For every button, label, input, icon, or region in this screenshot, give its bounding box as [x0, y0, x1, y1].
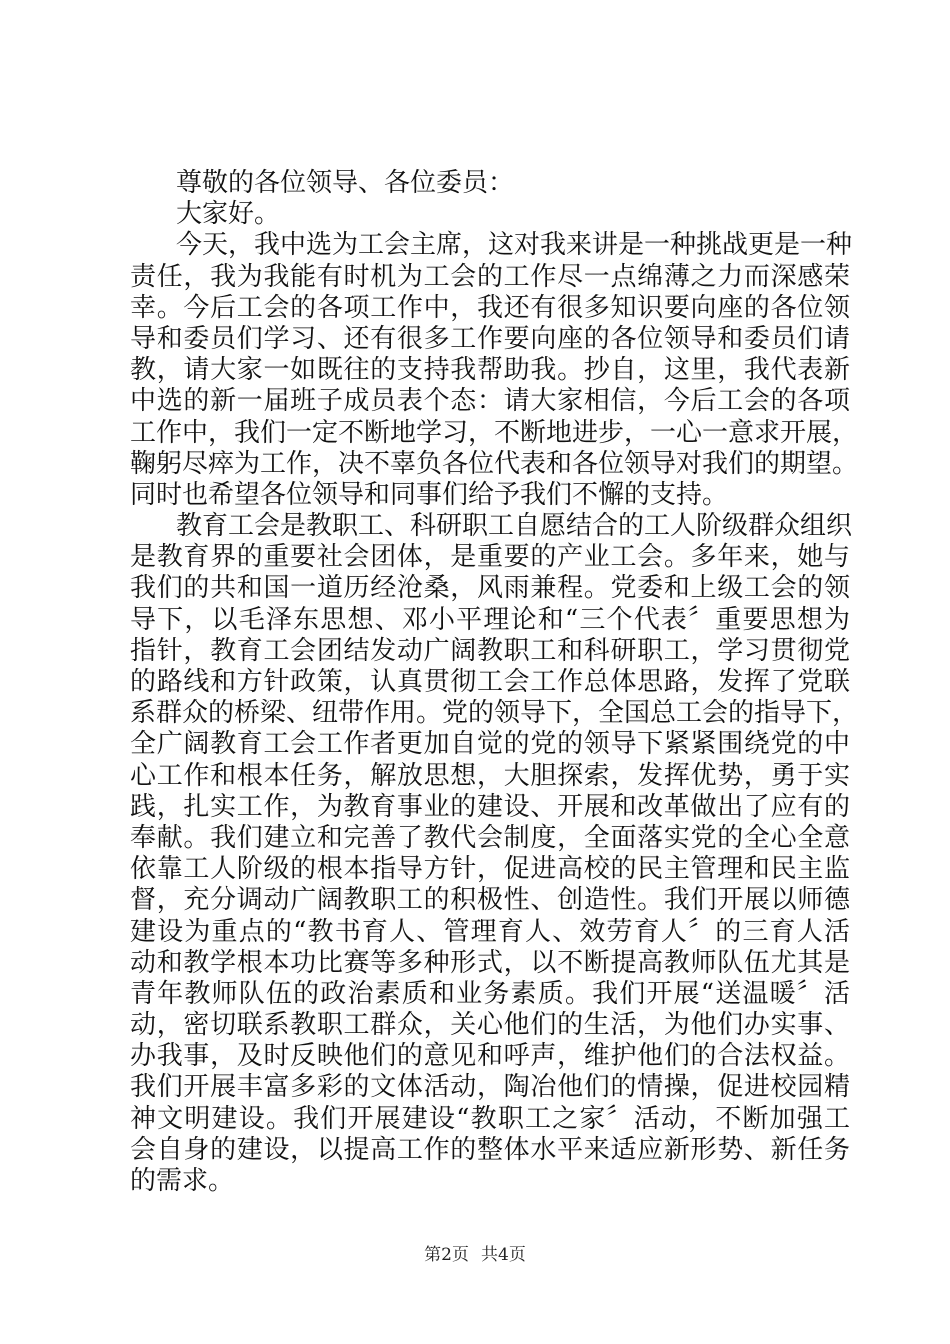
text-line: 我们的共和国一道历经沧桑，风雨兼程。党委和上级工会的领 [130, 573, 850, 604]
text-line: 全广阔教育工会工作者更加自觉的党的领导下紧紧围绕党的中 [130, 729, 850, 760]
text-line: 今天，我中选为工会主席，这对我来讲是一种挑战更是一种 [176, 230, 853, 261]
text-line: 导下，以毛泽东思想、邓小平理论和“三个代表〞重要思想为 [130, 604, 850, 635]
text-line: 的路线和方针政策，认真贯彻工会工作总体思路，发挥了党联 [130, 667, 850, 697]
text-line: 幸。今后工会的各项工作中，我还有很多知识要向座的各位领 [130, 292, 850, 323]
text-line: 导和委员们学习、还有很多工作要向座的各位领导和委员们请 [130, 323, 850, 354]
text-line: 动，密切联系教职工群众，关心他们的生活，为他们办实事、 [130, 1010, 850, 1041]
page-footer [0, 1240, 950, 1265]
text-line: 中选的新一届班子成员表个态：请大家相信，今后工会的各项 [130, 386, 850, 417]
text-line: 动和教学根本功比赛等多种形式，以不断提高教师队伍尤其是 [130, 947, 850, 978]
text-line: 鞠躬尽瘁为工作，决不辜负各位代表和各位领导对我们的期望。 [130, 448, 859, 479]
text-line: 的需求。 [130, 1166, 235, 1196]
text-line: 建设为重点的“教书育人、管理育人、效劳育人〞的三育人活 [130, 916, 850, 947]
text-line: 是教育界的重要社会团体，是重要的产业工会。多年来，她与 [130, 542, 850, 573]
text-line: 大家好。 [176, 199, 281, 230]
text-line: 教，请大家一如既往的支持我帮助我。抄自，这里，我代表新 [130, 355, 850, 386]
text-line: 办我事，及时反映他们的意见和呼声，维护他们的合法权益。 [130, 1041, 850, 1072]
text-line: 工作中，我们一定不断地学习，不断地进步，一心一意求开展， [130, 417, 859, 448]
page-total: 共4页 [481, 1245, 526, 1265]
text-line: 青年教师队伍的政治素质和业务素质。我们开展“送温暖〞活 [130, 978, 850, 1009]
text-line: 神文明建设。我们开展建设“教职工之家〞活动，不断加强工 [130, 1103, 850, 1134]
document-body [130, 168, 859, 1197]
page-number: 第2页 [424, 1245, 469, 1265]
text-line: 指针，教育工会团结发动广阔教职工和科研职工，学习贯彻党 [130, 635, 850, 666]
text-line: 依靠工人阶级的根本指导方针，促进高校的民主管理和民主监 [130, 854, 850, 885]
text-line: 责任，我为我能有时机为工会的工作尽一点绵薄之力而深感荣 [130, 261, 850, 292]
text-line: 督，充分调动广阔教职工的积极性、创造性。我们开展以师德 [130, 885, 850, 916]
text-line: 同时也希望各位领导和同事们给予我们不懈的支持。 [130, 479, 729, 510]
text-line: 我们开展丰富多彩的文体活动，陶冶他们的情操，促进校园精 [130, 1072, 850, 1103]
text-line: 心工作和根本任务，解放思想，大胆探索，发挥优势，勇于实 [130, 760, 850, 791]
text-line: 会自身的建设，以提高工作的整体水平来适应新形势、新任务 [130, 1134, 850, 1165]
text-line: 教育工会是教职工、科研职工自愿结合的工人阶级群众组织 [176, 511, 853, 542]
text-line: 践，扎实工作，为教育事业的建设、开展和改革做出了应有的 [130, 791, 850, 822]
text-line: 奉献。我们建立和完善了教代会制度，全面落实党的全心全意 [130, 822, 850, 853]
text-line: 尊敬的各位领导、各位委员： [176, 168, 515, 198]
text-line: 系群众的桥梁、纽带作用。党的领导下，全国总工会的指导下， [130, 698, 859, 729]
